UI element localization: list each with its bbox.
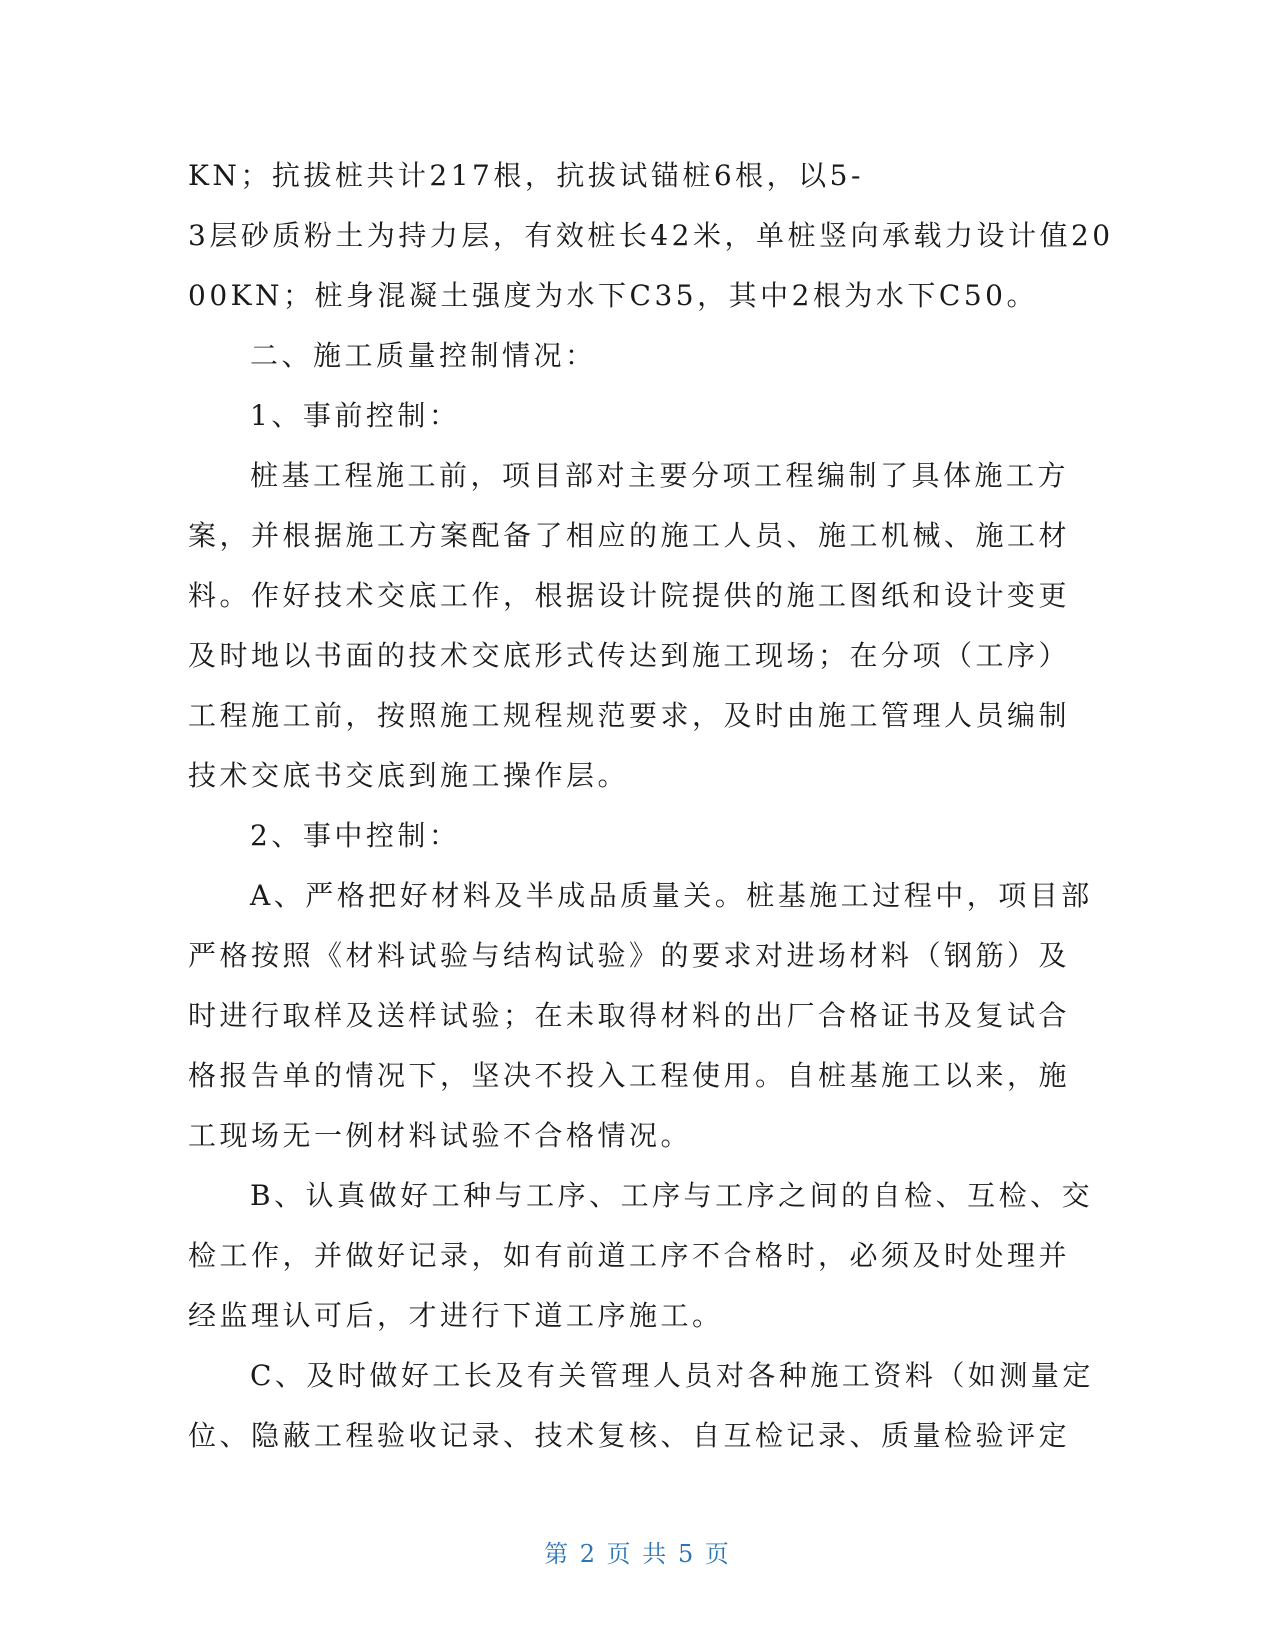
subsection-heading: 1、事前控制： — [250, 399, 461, 432]
paragraph-line: 案，并根据施工方案配备了相应的施工人员、施工机械、施工材 — [188, 519, 1071, 552]
paragraph-line: B、认真做好工种与工序、工序与工序之间的自检、互检、交 — [250, 1179, 1094, 1212]
paragraph-line: A、严格把好材料及半成品质量关。桩基施工过程中，项目部 — [250, 879, 1093, 912]
paragraph-line: 工现场无一例材料试验不合格情况。 — [188, 1119, 693, 1152]
paragraph-line: C、及时做好工长及有关管理人员对各种施工资料（如测量定 — [250, 1359, 1094, 1392]
paragraph-line: 料。作好技术交底工作，根据设计院提供的施工图纸和设计变更 — [188, 579, 1071, 612]
paragraph-line: 严格按照《材料试验与结构试验》的要求对进场材料（钢筋）及 — [188, 939, 1071, 972]
section-heading: 二、施工质量控制情况： — [250, 339, 597, 372]
paragraph-line: 桩基工程施工前，项目部对主要分项工程编制了具体施工方 — [250, 459, 1070, 492]
paragraph-line: 检工作，并做好记录，如有前道工序不合格时，必须及时处理并 — [188, 1239, 1071, 1272]
paragraph-line: 及时地以书面的技术交底形式传达到施工现场；在分项（工序） — [188, 639, 1071, 672]
text-line: KN；抗拔桩共计217根，抗拔试锚桩6根，以5- — [188, 159, 864, 192]
document-body — [188, 146, 1114, 1466]
paragraph-line: 技术交底书交底到施工操作层。 — [188, 759, 630, 792]
paragraph-line: 工程施工前，按照施工规程规范要求，及时由施工管理人员编制 — [188, 699, 1071, 732]
subsection-heading: 2、事中控制： — [250, 819, 461, 852]
paragraph-line: 时进行取样及送样试验；在未取得材料的出厂合格证书及复试合 — [188, 999, 1071, 1032]
paragraph-line: 位、隐蔽工程验收记录、技术复核、自互检记录、质量检验评定 — [188, 1419, 1071, 1452]
text-line: 00KN；桩身混凝土强度为水下C35，其中2根为水下C50。 — [188, 279, 1038, 312]
text-line: 3层砂质粉土为持力层，有效桩长42米，单桩竖向承载力设计值20 — [188, 219, 1114, 252]
paragraph-line: 经监理认可后，才进行下道工序施工。 — [188, 1299, 724, 1332]
page-number-footer: 第 2 页 共 5 页 — [544, 1540, 731, 1568]
paragraph-line: 格报告单的情况下，坚决不投入工程使用。自桩基施工以来，施 — [188, 1059, 1071, 1092]
